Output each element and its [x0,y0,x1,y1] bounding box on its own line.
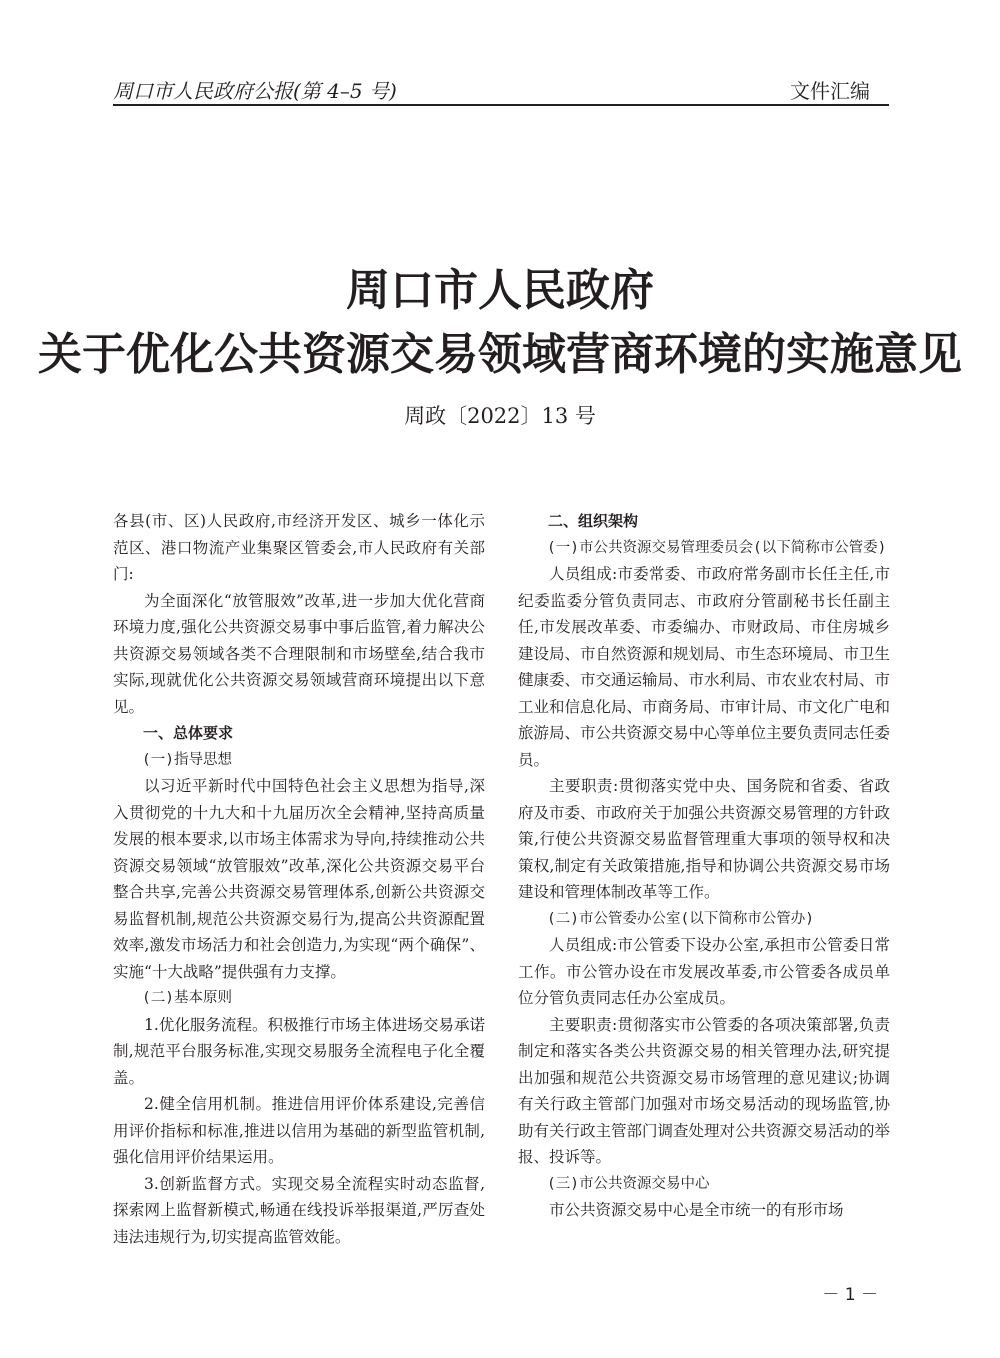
addressee-paragraph: 各县(市、区)人民政府,市经济开发区、城乡一体化示范区、港口物流产业集聚区管委会,市人民政府有关部门: [113,512,485,583]
section-heading-overall-requirements: 一、总体要求 [143,724,234,742]
subsection-heading-guiding-ideology: (一)指导思想 [142,751,232,768]
section-heading-organization: 二、组织架构 [548,512,639,530]
intro-paragraph: 为全面深化“放管服效”改革,进一步加大优化营商环境力度,强化公共资源交易事中事后监管,着力解决公共资源交易领域各类不合理限制和市场壁垒,结合我市实际,现就优化公共资源交易领域营商环境提出以下意见。 [113,591,485,716]
committee-duties-paragraph: 主要职责:贯彻落实党中央、国务院和省委、省政府及市委、市政府关于加强公共资源交易管理的方针政策,行使公共资源交易监督管理重大事项的领导权和决策权,制定有关政策措施,指导和协调公共资源交易市场建设和管理体制改革等工作。 [518,777,891,901]
section-name: 文件汇编 [790,79,870,103]
subsection-heading-basic-principles: (二)基本原则 [142,990,232,1006]
subsection-heading-office: (二)市公管委办公室(以下简称市公管办) [547,910,814,927]
office-members-paragraph: 人员组成:市公管委下设办公室,承担市公管委日常工作。市公管办设在市发展改革委,市公管委各成员单位分管负责同志任办公室成员。 [518,936,890,1007]
journal-name: 周口市人民政府公报(第 4–5 号) [113,79,397,103]
header-divider [113,104,889,106]
document-number: 周政〔2022〕13 号 [404,404,596,428]
office-duties-paragraph: 主要职责:贯彻落实市公管委的各项决策部署,负责制定和落实各类公共资源交易的相关管理办法,研究提出加强和规范公共资源交易市场管理的意见建议;协调有关行政主管部门加强对市场交易活动的现场监管,协助有关行政主管部门调查处理对公共资源交易活动的举报、投诉等。 [518,1015,891,1166]
principle-1-paragraph: 1.优化服务流程。积极推行市场主体进场交易承诺制,规范平台服务标准,实现交易服务全流程电子化全覆盖。 [113,1015,485,1087]
subsection-heading-committee: (一)市公共资源交易管理委员会(以下简称市公管委) [547,539,887,556]
guiding-ideology-paragraph: 以习近平新时代中国特色社会主义思想为指导,深入贯彻党的十九大和十九届历次全会精神,坚持高质量发展的根本要求,以市场主体需求为导向,持续推动公共资源交易领域“放管服效”改革,深化公共资源交易平台整合共享,完善公共资源交易管理体系,创新公共资源交易监督机制,规范公共资源交易行为,提高公共资源配置效率,激发市场活力和社会创造力,为实现“两个确保”、实施“十大战略”提供强有力支撑。 [113,777,485,981]
committee-members-paragraph: 人员组成:市委常委、市政府常务副市长任主任,市纪委监委分管负责同志、市政府分管副秘书长任副主任,市发展改革委、市委编办、市财政局、市住房城乡建设局、市自然资源和规划局、市生态环境局、市卫生健康委、市交通运输局、市水利局、市农业农村局、市工业和信息化局、市商务局、市审计局、市文化广电和旅游局、市公共资源交易中心等单位主要负责同志任委员。 [518,565,891,769]
trading-center-paragraph: 市公共资源交易中心是全市统一的有形市场 [549,1201,844,1219]
left-column [113,508,485,1250]
document-title-line-1: 周口市人民政府 [346,265,654,316]
document-title-line-2: 关于优化公共资源交易领域营商环境的实施意见 [38,329,962,380]
principle-3-paragraph: 3.创新监督方式。实现交易全流程实时动态监督,探索网上监督新模式,畅通在线投诉举报渠道,严厉查处违法违规行为,切实提高监管效能。 [113,1174,485,1246]
page-number: － 1 － [822,1285,878,1305]
principle-2-paragraph: 2.健全信用机制。推进信用评价体系建设,完善信用评价指标和标准,推进以信用为基础的新型监管机制,强化信用评价结果运用。 [113,1095,485,1166]
right-column [518,508,890,1224]
subsection-heading-trading-center: (三)市公共资源交易中心 [547,1175,710,1192]
